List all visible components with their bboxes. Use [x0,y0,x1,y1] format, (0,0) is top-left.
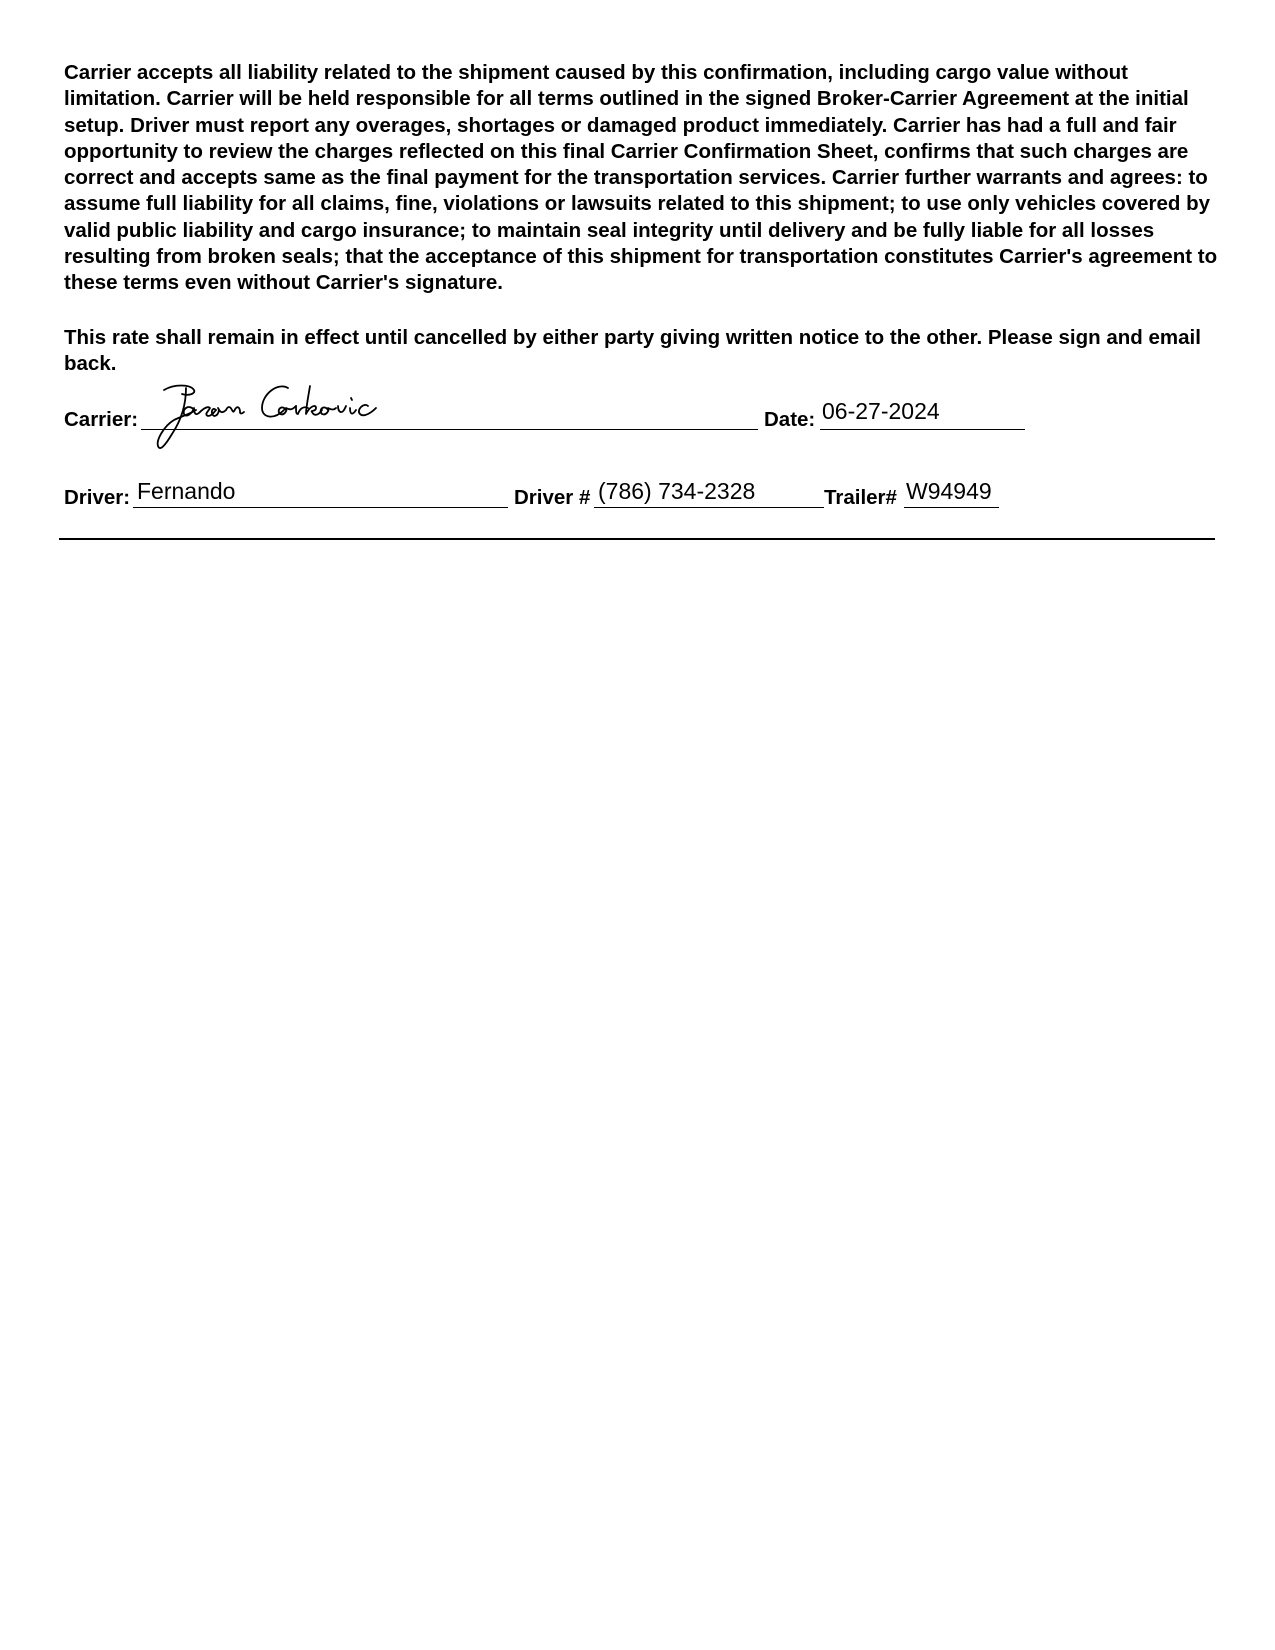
driver-number-line [594,507,824,508]
driver-number-field[interactable]: (786) 734-2328 [598,478,756,504]
driver-line [133,507,508,508]
date-label: Date: [764,408,816,431]
section-divider [59,538,1215,540]
driver-number-label: Driver # [514,486,591,509]
trailer-line [904,507,999,508]
trailer-label: Trailer# [824,486,897,509]
driver-label: Driver: [64,486,131,509]
rate-notice-paragraph: This rate shall remain in effect until cancelled by either party giving written notice to the other. Please sign and email back. [64,326,1201,376]
driver-name-field[interactable]: Fernando [137,478,236,504]
carrier-label: Carrier: [64,408,139,431]
trailer-number-field[interactable]: W94949 [906,478,992,504]
date-line [820,429,1025,430]
carrier-signature [150,380,420,460]
date-field[interactable]: 06-27-2024 [822,398,940,424]
terms-paragraph: Carrier accepts all liability related to the shipment caused by this confirmation, including cargo value without limitation. Carrier will be held responsible for all terms outlined in the signed Broker-Carrier Agreement at the initial setup. Driver must report any overages, shortages or damaged product immediately. Carrier has had a full and fair opportunity to review the charges reflected on this final Carrier Confirmation Sheet, confirms that such charges are correct and accepts same as the final payment for the transportation services. Carrier further warrants and agrees: to assume full liability for all claims, fine, violations or lawsuits related to this shipment; to use only vehicles covered by valid public liability and cargo insurance; to maintain seal integrity until delivery and be fully liable for all losses resulting from broken seals; that the acceptance of this shipment for transportation constitutes Carrier's agreement to these terms even without Carrier's signature. [64,61,1218,295]
